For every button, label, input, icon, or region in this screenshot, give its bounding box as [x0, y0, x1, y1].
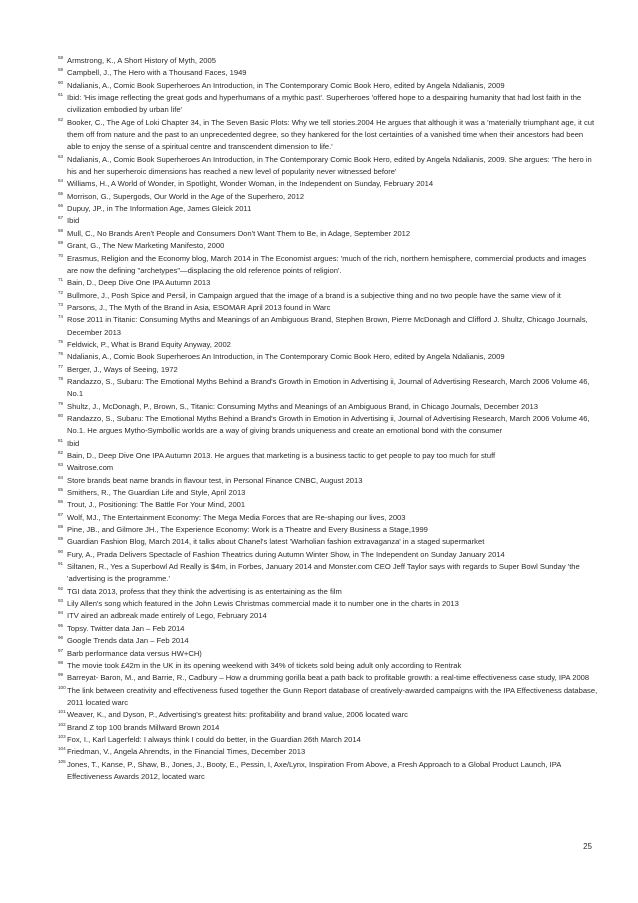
footnote-item: [58, 277, 598, 289]
footnote-number: 75: [58, 338, 64, 344]
footnote-item: [58, 462, 598, 474]
footnote-number: 70: [58, 252, 64, 258]
footnote-item: [58, 413, 598, 438]
footnote-item: [58, 178, 598, 190]
footnote-number: 105: [58, 758, 66, 764]
footnote-item: [58, 351, 598, 363]
footnote-text: Smithers, R., The Guardian Life and Style, April 2013: [67, 488, 246, 498]
footnote-number: 67: [58, 215, 64, 221]
footnote-number: 73: [58, 301, 64, 307]
footnote-text: Weaver, K., and Dyson, P., Advertising's greatest hits: profitability and brand value, 2006 located warc: [67, 710, 408, 720]
footnote-item: [58, 253, 598, 278]
footnote-item: [58, 191, 598, 203]
footnote-item: [58, 376, 598, 401]
footnote-number: 104: [58, 746, 66, 752]
footnote-number: 59: [58, 67, 64, 73]
footnote-item: [58, 339, 598, 351]
footnote-number: 61: [58, 92, 64, 98]
footnote-number: 98: [58, 659, 64, 665]
footnote-item: [58, 240, 598, 252]
footnote-number: 88: [58, 524, 64, 530]
footnote-number: 66: [58, 203, 64, 209]
footnote-number: 96: [58, 635, 64, 641]
footnote-item: [58, 722, 598, 734]
footnote-number: 74: [58, 314, 64, 320]
footnote-number: 62: [58, 116, 64, 122]
footnote-text: Randazzo, S., Subaru: The Emotional Myths Behind a Brand's Growth in Emotion in Advertising ii, Journal of Advertising Research, March 2006 Volume 46, No.1. He argues Mytho-Symbollic worlds are a way of giving brands uniqueness and create an emotional bond with the consumer: [67, 413, 590, 436]
footnote-number: 89: [58, 536, 64, 542]
footnote-item: [58, 215, 598, 227]
page-number: 25: [583, 842, 592, 851]
footnote-item: [58, 154, 598, 179]
footnote-item: [58, 672, 598, 684]
footnote-text: Randazzo, S., Subaru: The Emotional Myths Behind a Brand's Growth in Emotion in Advertising ii, Journal of Advertising Research, March 2006 Volume 46, No.1: [67, 376, 590, 399]
footnote-item: [58, 734, 598, 746]
footnote-text: Bain, D., Deep Dive One IPA Autumn 2013. He argues that marketing is a business tactic to get people to pay too much for stuff: [67, 451, 496, 460]
footnote-item: [58, 203, 598, 215]
footnote-text: Williams, H., A World of Wonder, in Spotlight, Wonder Woman, in the Independent on Sunday, February 2014: [67, 179, 434, 189]
footnote-text: Booker, C., The Age of Loki Chapter 34, in The Seven Basic Plots: Why we tell stories.2004 He argues that although it was a 'materially triumphant age, it cut them off from nature and the past to an unprecedented degree, so they hankered for the lost certainties of a vanished time when their ancestors had been able to enjoy the sense of a spiritual centre and transcendent dimension to life.': [67, 117, 595, 152]
footnote-text: Berger, J., Ways of Seeing, 1972: [67, 364, 178, 374]
footnote-item: [58, 314, 598, 339]
footnote-number: 102: [58, 721, 66, 727]
footnote-item: [58, 55, 598, 67]
footnote-text: Bullmore, J., Posh Spice and Persil, in Campaign argued that the image of a brand is a subjective thing and no two people have the same view of it: [67, 290, 561, 300]
footnote-text: Google Trends data Jan – Feb 2014: [67, 636, 189, 646]
footnote-item: [58, 67, 598, 79]
footnote-number: 95: [58, 622, 64, 628]
footnote-item: [58, 524, 598, 536]
footnote-text: Fury, A., Prada Delivers Spectacle of Fashion Theatrics during Autumn Winter Show, in The Independent on Sunday January 2014: [67, 549, 505, 559]
footnote-number: 85: [58, 487, 64, 493]
footnote-number: 86: [58, 499, 64, 505]
footnote-text: Brand Z top 100 brands Millward Brown 2014: [67, 722, 220, 732]
footnote-text: Ibid: [67, 216, 80, 226]
footnote-item: [58, 364, 598, 376]
footnote-number: 72: [58, 289, 64, 295]
footnote-number: 76: [58, 351, 64, 357]
footnote-item: [58, 92, 598, 117]
footnote-item: [58, 487, 598, 499]
footnote-item: [58, 228, 598, 240]
footnote-item: [58, 586, 598, 598]
footnote-number: 68: [58, 227, 64, 233]
footnote-number: 64: [58, 178, 64, 184]
footnote-item: [58, 450, 598, 462]
footnote-number: 69: [58, 240, 64, 246]
footnote-item: [58, 438, 598, 450]
footnote-number: 65: [58, 190, 64, 196]
footnote-text: The movie took £42m in the UK in its opening weekend with 34% of tickets sold being adult only according to Rentrak: [67, 660, 462, 670]
footnote-text: Barreyat- Baron, M., and Barrie, R., Cadbury – How a drumming gorilla beat a path back to profitable growth: a real-time effectiveness case study, IPA 2008: [67, 673, 590, 683]
footnotes-list: [58, 55, 598, 783]
footnote-item: [58, 290, 598, 302]
footnote-text: Shultz, J., McDonagh, P., Brown, S., Titanic: Consuming Myths and Meanings of an Ambiguous Brand, in Chicago Journals, December 2013: [67, 401, 538, 411]
footnote-text: Jones, T., Kanse, P., Shaw, B., Jones, J., Booty, E., Pessin, I, Axe/Lynx, Inspiration From Above, a Fresh Approach to a Global Product Launch, IPA Effectiveness Awards 2012, located warc: [67, 759, 561, 781]
footnote-number: 79: [58, 400, 64, 406]
footnote-item: [58, 536, 598, 548]
footnote-item: [58, 561, 598, 586]
footnote-text: Parsons, J., The Myth of the Brand in Asia, ESOMAR April 2013 found in Warc: [67, 302, 331, 312]
footnote-item: [58, 648, 598, 660]
footnote-text: Erasmus, Religion and the Economy blog, March 2014 in The Economist argues: 'much of the rich, northern hemisphere, commercial products and images are now the defining "archetypes"—displacing the old reference points of religion'.: [67, 253, 587, 275]
footnote-number: 81: [58, 437, 64, 443]
footnote-number: 77: [58, 363, 64, 369]
footnote-text: Mull, C., No Brands Aren't People and Consumers Don't Want Them to Be, in Adage, September 2012: [67, 228, 411, 238]
footnote-number: 90: [58, 548, 64, 554]
footnote-item: [58, 80, 598, 92]
footnote-text: Waitrose.com: [67, 463, 114, 473]
footnote-number: 87: [58, 511, 64, 517]
footnote-number: 82: [58, 450, 64, 455]
footnote-number: 100: [58, 684, 66, 690]
footnote-number: 99: [58, 672, 64, 678]
footnote-number: 93: [58, 598, 64, 604]
footnote-number: 101: [58, 709, 66, 715]
footnote-text: Trout, J., Positioning: The Battle For Your Mind, 2001: [67, 500, 246, 510]
footnote-text: ITV aired an adbreak made entirely of Lego, February 2014: [67, 611, 267, 621]
footnote-number: 63: [58, 153, 64, 159]
footnote-text: Guardian Fashion Blog, March 2014, it talks about Chanel's latest 'Warholian fashion extravaganza' in a staged supermarket: [67, 537, 485, 547]
footnote-number: 97: [58, 647, 64, 653]
footnote-text: Ibid: [67, 438, 80, 448]
footnote-text: Grant, G., The New Marketing Manifesto, 2000: [67, 241, 225, 251]
footnote-number: 92: [58, 585, 64, 591]
footnote-item: [58, 598, 598, 610]
footnote-text: Ibid: 'His image reflecting the great gods and hyperhumans of a mythic past'. Superheroes 'offered hope to a despairing humanity that had lost faith in the civilization embodied by urban life': [67, 93, 582, 115]
footnote-item: [58, 623, 598, 635]
footnote-item: [58, 610, 598, 622]
footnote-item: [58, 635, 598, 647]
footnote-item: [58, 709, 598, 721]
footnote-item: [58, 302, 598, 314]
footnote-text: Bain, D., Deep Dive One IPA Autumn 2013: [67, 278, 211, 288]
footnote-text: TGI data 2013, profess that they think the advertising is as entertaining as the film: [67, 586, 342, 596]
footnote-number: 58: [58, 55, 64, 60]
footnote-text: Store brands beat name brands in flavour test, in Personal Finance CNBC, August 2013: [67, 475, 363, 485]
footnote-text: Feldwick, P., What is Brand Equity Anyway, 2002: [67, 339, 231, 349]
footnote-number: 103: [58, 733, 66, 739]
footnote-number: 80: [58, 412, 64, 418]
footnote-number: 83: [58, 462, 64, 468]
footnote-text: Campbell, J., The Hero with a Thousand Faces, 1949: [67, 68, 247, 78]
footnote-number: 60: [58, 79, 64, 85]
footnote-text: Lily Allen's song which featured in the John Lewis Christmas commercial made it to number one in the charts in 2013: [67, 599, 459, 609]
footnote-text: Ndalianis, A., Comic Book Superheroes An Introduction, in The Contemporary Comic Book Hero, edited by Angela Ndalianis, 2009: [67, 352, 505, 362]
footnote-text: Rose 2011 in Titanic: Consuming Myths and Meanings of an Ambiguous Brand, Stephen Brown, Pierre McDonagh and Clifford J. Shultz, Chicago Journals, December 2013: [67, 315, 588, 337]
footnote-text: Siltanen, R., Yes a Superbowl Ad Really is $4m, in Forbes, January 2014 and Monster.com CEO Jeff Taylor says with regards to Super Bowl Sunday 'the 'advertising is the programme.': [67, 562, 580, 584]
footnote-text: Dupuy, JP., in The Information Age, James Gleick 2011: [67, 204, 252, 214]
footnote-text: Ndalianis, A., Comic Book Superheroes An Introduction, in The Contemporary Comic Book Hero, edited by Angela Ndalianis, 2009. She argues: 'The hero in his and her superheroic dimensions has reached a new level of popularity never witnessed before': [67, 154, 592, 177]
footnote-text: Ndalianis, A., Comic Book Superheroes An Introduction, in The Contemporary Comic Book Hero, edited by Angela Ndalianis, 2009: [67, 80, 505, 90]
footnote-text: Barb performance data versus HW+CH): [67, 648, 202, 658]
footnote-item: [58, 401, 598, 413]
footnote-item: [58, 499, 598, 511]
footnote-text: Pine, JB., and Gilmore JH., The Experience Economy: Work is a Theatre and Every Business a Stage,1999: [67, 525, 428, 535]
footnote-text: Armstrong, K., A Short History of Myth, 2005: [67, 56, 216, 65]
footnote-item: [58, 475, 598, 487]
footnote-number: 84: [58, 474, 64, 480]
footnote-item: [58, 117, 598, 154]
footnote-number: 71: [58, 277, 64, 283]
footnote-item: [58, 746, 598, 758]
footnote-text: Friedman, V., Angela Ahrendts, in the Financial Times, December 2013: [67, 747, 306, 757]
footnote-text: Topsy. Twitter data Jan – Feb 2014: [67, 623, 185, 633]
footnote-item: [58, 660, 598, 672]
footnote-text: Wolf, MJ., The Entertainment Economy: The Mega Media Forces that are Re-shaping our lives, 2003: [67, 512, 406, 522]
footnote-number: 78: [58, 375, 64, 381]
footnote-item: [58, 512, 598, 524]
footnote-text: The link between creativity and effectiveness fused together the Gunn Report database of creatively-awarded campaigns with the IPA Effectiveness database, 2011 located warc: [67, 685, 598, 707]
footnote-text: Fox, I., Karl Lagerfeld: I always think I could do better, in the Guardian 26th March 2014: [67, 734, 361, 744]
footnote-number: 94: [58, 610, 64, 616]
footnote-item: [58, 685, 598, 710]
footnote-item: [58, 549, 598, 561]
footnote-number: 91: [58, 561, 64, 567]
footnote-item: [58, 759, 598, 784]
footnote-text: Morrison, G., Supergods, Our World in the Age of the Superhero, 2012: [67, 191, 305, 201]
